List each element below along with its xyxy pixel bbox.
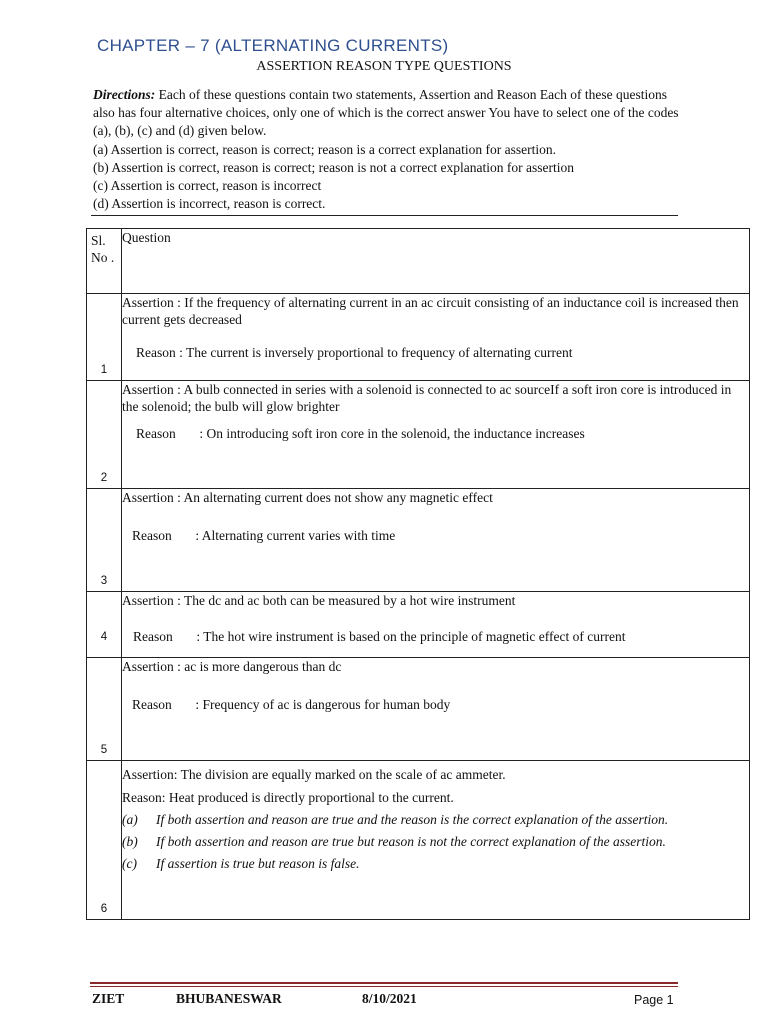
choice-text: If both assertion and reason are true and the reason is the correct explanation of the assertion. [156,812,669,827]
row-number-cell [87,658,122,761]
chapter-title: CHAPTER – 7 (ALTERNATING CURRENTS) [97,36,449,55]
option-b: (b) Assertion is correct, reason is correct; reason is not a correct explanation for assertion [93,159,574,175]
row-number: 6 [100,903,108,915]
table-row [87,592,750,658]
option-c: (c) Assertion is correct, reason is incorrect [93,178,322,194]
reason-text: Reason : The current is inversely proportional to frequency of alternating current [136,345,573,360]
reason-text: Reason : Frequency of ac is dangerous for human body [132,697,451,712]
option-d: (d) Assertion is incorrect, reason is correct. [93,196,326,212]
footer-place: BHUBANESWAR [176,991,282,1006]
row-number: 3 [100,575,108,587]
assertion-text: Assertion: The division are equally marked on the scale of ac ammeter. [122,767,506,782]
footer-date: 8/10/2021 [362,991,417,1006]
directions-block [93,86,683,213]
choice-a [122,809,749,831]
question-cell [122,592,750,658]
question-cell [122,761,750,920]
choice-c [122,853,749,875]
question-cell [122,658,750,761]
row-number-cell [87,592,122,658]
choice-text: If both assertion and reason are true but reason is not the correct explanation of the assertion. [156,834,666,849]
table-row [87,658,750,761]
assertion-text: Assertion : The dc and ac both can be measured by a hot wire instrument [122,593,516,608]
table-row [87,381,750,489]
assertion-text: Assertion : ac is more dangerous than dc [122,659,342,674]
table-row [87,489,750,592]
row-number-cell [87,294,122,381]
row-number: 4 [100,631,108,643]
reason-text: Reason : Alternating current varies with time [132,528,396,543]
directions-lead: Directions: [93,87,156,102]
sl-no-header: Sl. No . [87,229,122,294]
assertion-text: Assertion : An alternating current does not show any magnetic effect [122,490,493,505]
page-number: Page 1 [634,993,674,1007]
question-header: Question [122,229,750,294]
choice-text: If assertion is true but reason is false. [156,856,360,871]
assertion-text: Assertion : If the frequency of alternating current in an ac circuit consisting of an inductance coil is increased then current gets decreased [122,295,739,327]
footer-rule-thick [90,982,678,984]
table-row [87,294,750,381]
footer-org: ZIET [92,991,125,1006]
row-number-cell [87,489,122,592]
row-number: 5 [100,744,108,756]
choice-label: (a) [122,812,138,827]
choice-label: (c) [122,856,137,871]
row-number: 2 [100,472,108,484]
questions-table [86,228,750,920]
option-a: (a) Assertion is correct, reason is correct; reason is a correct explanation for assertion. [93,141,556,157]
choice-b [122,831,749,853]
reason-text: Reason : On introducing soft iron core in the solenoid, the inductance increases [136,426,585,441]
reason-text: Reason : The hot wire instrument is based on the principle of magnetic effect of current [133,629,626,644]
question-cell [122,381,750,489]
footer-rule-thin [90,986,678,987]
row-number-cell [87,761,122,920]
question-cell [122,489,750,592]
row-number: 1 [100,364,108,376]
table-header-row [87,229,750,294]
reason-text: Reason: Heat produced is directly proportional to the current. [122,790,454,805]
question-cell [122,294,750,381]
directions-divider [91,215,678,216]
directions-text: Each of these questions contain two statements, Assertion and Reason Each of these questions also has four alternative choices, only one of which is the correct answer You have to select one of the codes (a), (b), (c) and (d) given below. [93,87,679,139]
row-number-cell [87,381,122,489]
table-row [87,761,750,920]
section-subtitle: ASSERTION REASON TYPE QUESTIONS [256,59,512,74]
choice-label: (b) [122,834,138,849]
assertion-text: Assertion : A bulb connected in series with a solenoid is connected to ac sourceIf a soft iron core is introduced in the solenoid; the bulb will glow brighter [122,382,732,414]
